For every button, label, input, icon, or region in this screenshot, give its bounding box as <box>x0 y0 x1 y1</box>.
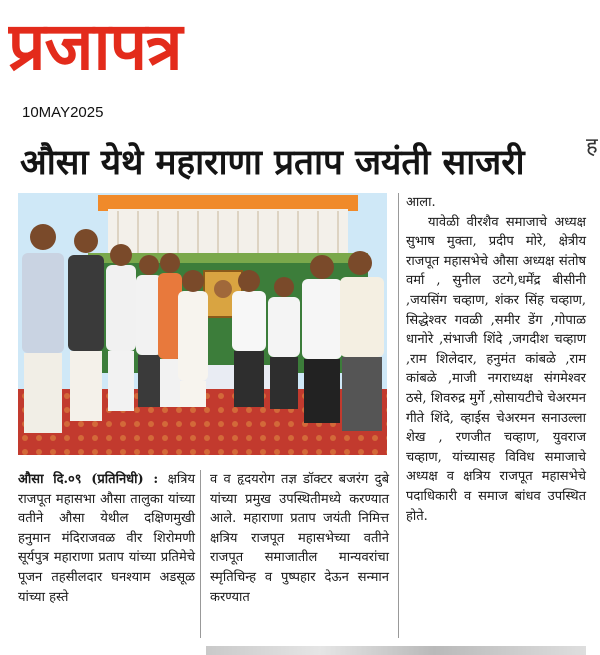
article-byline: औसा दि.०९ (प्रतिनिधी) : <box>18 472 159 487</box>
article-photo <box>18 193 387 455</box>
article-column-middle <box>210 470 389 607</box>
clipped-edge-text: ह <box>586 134 598 159</box>
publication-date: 10MAY2025 <box>22 104 104 121</box>
article-column-left <box>18 470 195 607</box>
group-photo-illustration <box>18 193 387 455</box>
column-body-text: यावेळी वीरशैव समाजाचे अध्यक्ष सुभाष मुक्ता, प्रदीप मोरे, क्षेत्रीय राजपूत महासभेचे औसा अध्यक्ष संतोष वर्मा , सुनील उटगे,धर्मेंद्र बीसीनी ,जयसिंग चव्हाण, शंकर सिंह चव्हाण, सिद्धेश्वर गवळी ,समीर डेंग ,गोपाळ धानोरे ,संभाजी शिंदे ,जगदीश चव्हाण ,राम शिलेदार, हनुमंत कांबळे ,राम कांबळे ,माजी नगराध्यक्ष संगमेश्वर ठसे, शिवरुद्र मुर्गे ,सोसायटीचे चेअरमन गीते शिंदे, व्हाईस चेअरमन सनाउल्ला शेख , रणजीत चव्हाण, युवराज चव्हाण, यांच्यासह विविध समाजाचे अध्यक्ष व क्षत्रिय राजपूत महासभेचे पदाधिकारी व समाज बांधव उपस्थित होते. <box>406 214 586 524</box>
column-body-text: व व हृदयरोग तज्ञ डॉक्टर बजरंग दुबे यांच्या प्रमुख उपस्थितीमध्ये करण्यात आले. महाराणा प्रताप जयंती निमित्त क्षत्रिय राजपूत महासभेच्या वतीने राजपूत समाजातील मान्यवरांचा स्मृतिचिन्ह व पुष्पहार देऊन सन्मान करण्यात <box>210 472 389 605</box>
column-lead-text: आला. <box>406 195 436 210</box>
article-headline: औसा येथे महाराणा प्रताप जयंती साजरी <box>20 143 525 183</box>
column-divider <box>398 193 399 638</box>
masthead-logo: प्रजापत्र <box>8 8 182 85</box>
column-divider <box>200 470 201 638</box>
page-bottom-strip <box>206 646 586 655</box>
column-body-text: क्षत्रिय राजपूत महासभा औसा तालुका यांच्या वतीने औसा येथील दक्षिणमुखी हनुमान मंदिराजवळ वीर शिरोमणी सूर्यपुत्र महाराणा प्रताप यांच्या प्रतिमेचे पूजन तहसीलदार घनश्याम अडसूळ यांच्या हस्ते <box>18 472 195 605</box>
article-column-right <box>406 193 586 526</box>
